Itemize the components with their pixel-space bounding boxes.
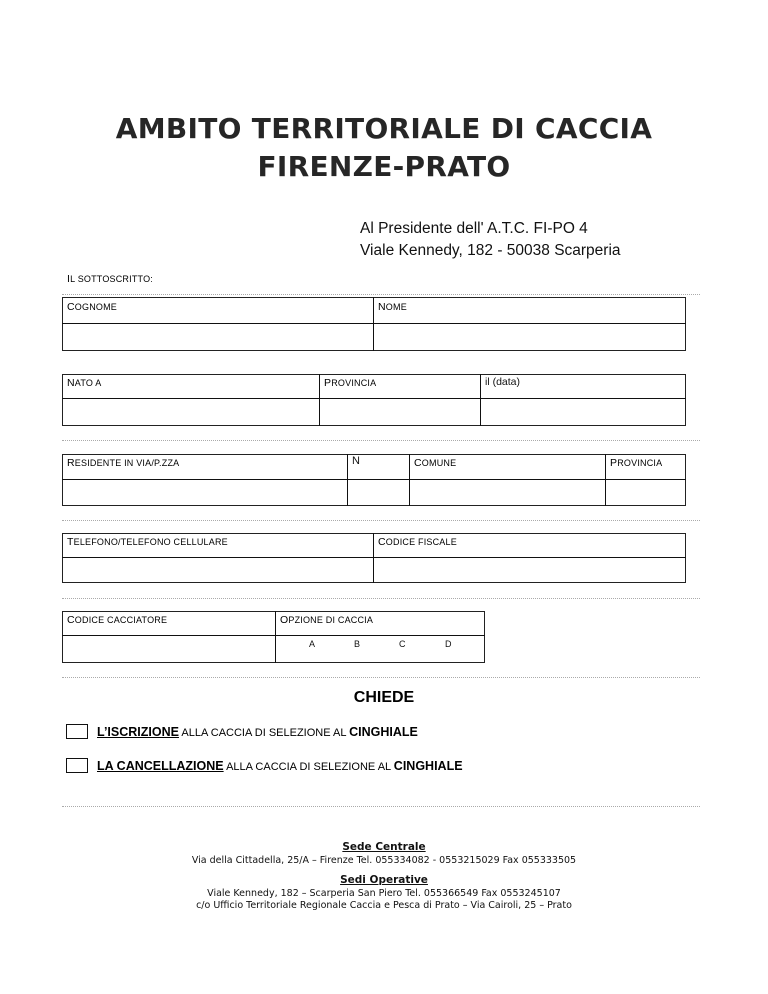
recipient-line-1: Al Presidente dell' A.T.C. FI-PO 4 [360, 220, 588, 237]
codice-cacciatore-field[interactable] [63, 636, 274, 662]
iscrizione-bold: L’ISCRIZIONE [97, 725, 179, 739]
telefono-field[interactable] [63, 558, 372, 582]
cancellazione-end: CINGHIALE [393, 759, 463, 773]
nato-a-field[interactable] [63, 399, 318, 425]
nome-label: NOME [378, 301, 407, 313]
provincia-label: PROVINCIA [324, 377, 377, 389]
comune-field[interactable] [410, 480, 604, 505]
request-heading: CHIEDE [353, 689, 415, 706]
numero-label: N [352, 455, 360, 467]
iscrizione-end: CINGHIALE [349, 725, 418, 739]
provincia-residenza-field[interactable] [606, 480, 685, 505]
provincia-field[interactable] [320, 399, 479, 425]
recipient-line-2: Viale Kennedy, 182 - 50038 Scarperia [360, 242, 621, 259]
data-field[interactable] [481, 399, 685, 425]
opzione-a[interactable]: A [309, 639, 316, 649]
intro-label: IL SOTTOSCRITTO: [67, 273, 153, 285]
iscrizione-checkbox[interactable] [66, 724, 88, 739]
nato-a-label: NATO A [67, 377, 102, 389]
separator [62, 806, 700, 807]
opzione-b[interactable]: B [354, 639, 361, 649]
sede-centrale-heading: Sede Centrale [342, 841, 426, 853]
codice-fiscale-label: CODICE FISCALE [378, 536, 457, 548]
cancellazione-bold: LA CANCELLAZIONE [97, 759, 224, 773]
separator [62, 294, 700, 295]
separator [62, 677, 700, 678]
sede-operativa-2: c/o Ufficio Territoriale Regionale Caccia e Pesca di Prato – Via Cairoli, 25 – Prato [196, 900, 572, 911]
data-label: il (data) [485, 376, 521, 388]
codice-cacciatore-label: CODICE CACCIATORE [67, 614, 168, 626]
indirizzo-field[interactable] [63, 480, 346, 505]
cognome-label: COGNOME [67, 301, 117, 313]
codice-fiscale-field[interactable] [374, 558, 685, 582]
provincia-residenza-label: PROVINCIA [610, 457, 663, 469]
iscrizione-option [97, 725, 418, 739]
cognome-field[interactable] [63, 324, 372, 350]
nome-field[interactable] [374, 324, 685, 350]
sedi-operative-heading: Sedi Operative [340, 874, 428, 886]
comune-label: COMUNE [414, 457, 457, 469]
cancellazione-checkbox[interactable] [66, 758, 88, 773]
page-subtitle: FIRENZE-PRATO [257, 150, 511, 183]
opzione-caccia-label: OPZIONE DI CACCIA [280, 614, 374, 626]
sede-operativa-1: Viale Kennedy, 182 – Scarperia San Piero Tel. 055366549 Fax 0553245107 [207, 888, 561, 899]
iscrizione-text: ALLA CACCIA DI SELEZIONE AL [178, 727, 350, 739]
column-divider [275, 611, 276, 663]
separator [62, 598, 700, 599]
opzione-c[interactable]: C [399, 639, 406, 649]
opzione-d[interactable]: D [445, 639, 452, 649]
separator [62, 440, 700, 441]
cancellazione-text: ALLA CACCIA DI SELEZIONE AL [223, 761, 394, 773]
separator [62, 520, 700, 521]
cancellazione-option [97, 759, 463, 773]
telefono-label: TELEFONO/TELEFONO CELLULARE [67, 536, 228, 548]
residente-label: RESIDENTE IN VIA/P.ZZA [67, 457, 180, 469]
numero-field[interactable] [348, 480, 408, 505]
sede-centrale-address: Via della Cittadella, 25/A – Firenze Tel. 055334082 - 0553215029 Fax 055333505 [191, 855, 577, 866]
page-title: AMBITO TERRITORIALE DI CACCIA [115, 112, 653, 145]
